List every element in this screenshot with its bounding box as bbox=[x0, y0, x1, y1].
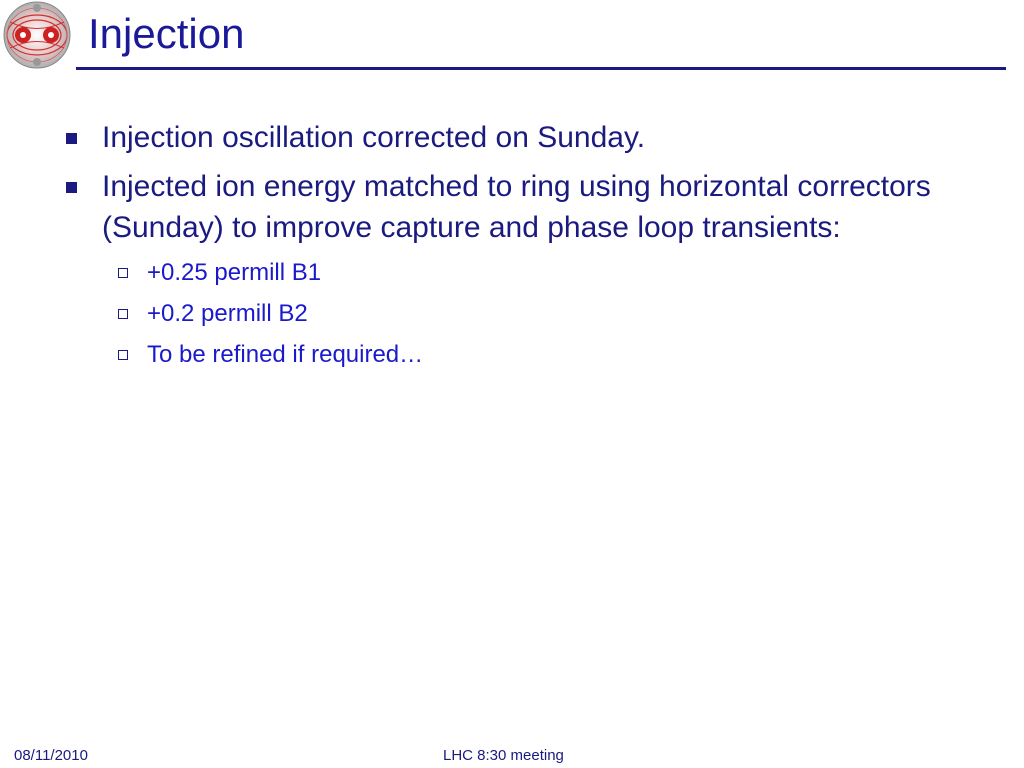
title-underline bbox=[76, 67, 1006, 70]
sub-bullet-text: To be refined if required… bbox=[147, 341, 424, 368]
square-bullet-icon bbox=[66, 182, 77, 193]
sub-bullet-text: +0.2 permill B2 bbox=[147, 300, 308, 327]
sub-bullet-item bbox=[115, 293, 960, 334]
footer-date: 08/11/2010 bbox=[14, 747, 88, 764]
sub-bullet-list bbox=[60, 252, 960, 375]
hollow-square-bullet-icon bbox=[118, 350, 128, 360]
bullet-text: Injection oscillation corrected on Sunday. bbox=[102, 121, 646, 154]
hollow-square-bullet-icon bbox=[118, 309, 128, 319]
hollow-square-bullet-icon bbox=[118, 268, 128, 278]
bullet-item bbox=[60, 166, 960, 248]
bullet-text: Injected ion energy matched to ring using horizontal correctors (Sunday) to improve capture and phase loop transients: bbox=[102, 170, 931, 244]
lhc-dipole-logo bbox=[0, 0, 78, 70]
square-bullet-icon bbox=[66, 133, 77, 144]
footer-meeting-label: LHC 8:30 meeting bbox=[443, 747, 564, 764]
slide-title: Injection bbox=[88, 10, 245, 57]
bullet-item bbox=[60, 117, 960, 158]
sub-bullet-text: +0.25 permill B1 bbox=[147, 259, 322, 286]
sub-bullet-item bbox=[115, 334, 960, 375]
sub-bullet-item bbox=[115, 252, 960, 293]
slide-body bbox=[60, 117, 960, 375]
